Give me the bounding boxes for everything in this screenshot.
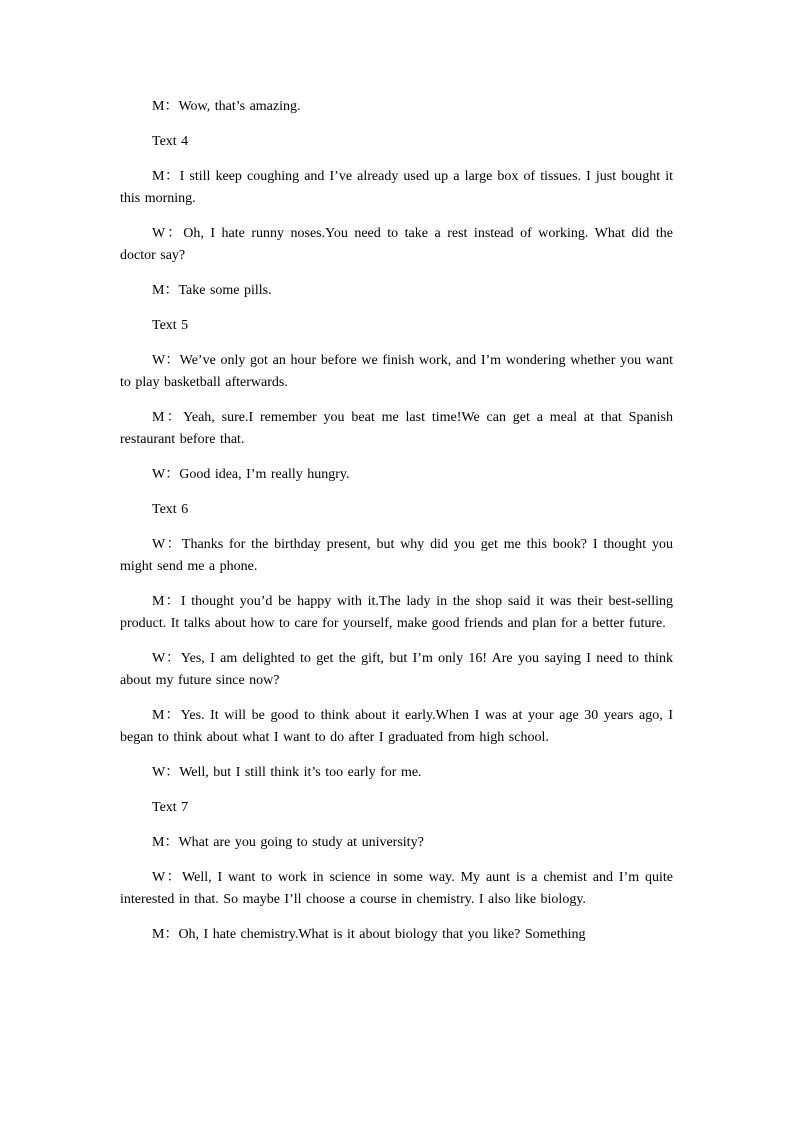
section-heading: Text 4 (152, 134, 189, 149)
dialogue-line: M：Yes. It will be good to think about it early.When I was at your age 30 years ago, I began to think about what I want to do after I graduated from high school. (120, 708, 673, 745)
section-heading: Text 5 (152, 318, 189, 333)
dialogue-line: W：Well, I want to work in science in some way. My aunt is a chemist and I’m quite interested in that. So maybe I’ll choose a course in chemistry. I also like biology. (120, 870, 673, 907)
dialogue-line: W：Yes, I am delighted to get the gift, but I’m only 16! Are you saying I need to think about my future since now? (120, 651, 673, 688)
dialogue-line: W：Oh, I hate runny noses.You need to take a rest instead of working. What did the doctor say? (120, 226, 673, 263)
dialogue-line: W：We’ve only got an hour before we finish work, and I’m wondering whether you want to play basketball afterwards. (120, 353, 673, 390)
dialogue-line: W：Thanks for the birthday present, but why did you get me this book? I thought you might send me a phone. (120, 537, 673, 574)
dialogue-line: M：I thought you’d be happy with it.The lady in the shop said it was their best-selling product. It talks about how to care for yourself, make good friends and plan for a better future. (120, 594, 673, 631)
dialogue-line: M：I still keep coughing and I’ve already used up a large box of tissues. I just bought it this morning. (120, 169, 673, 206)
document-page (120, 96, 673, 959)
section-heading: Text 6 (152, 502, 189, 517)
dialogue-line: M：Oh, I hate chemistry.What is it about biology that you like? Something (152, 927, 586, 942)
dialogue-line: M：Take some pills. (152, 283, 272, 298)
dialogue-line: M：What are you going to study at university? (152, 835, 424, 850)
dialogue-line: W：Good idea, I’m really hungry. (152, 467, 350, 482)
dialogue-line: M：Yeah, sure.I remember you beat me last time!We can get a meal at that Spanish restaurant before that. (120, 410, 673, 447)
dialogue-line: W：Well, but I still think it’s too early for me. (152, 765, 422, 780)
section-heading: Text 7 (152, 800, 189, 815)
dialogue-line: M：Wow, that’s amazing. (152, 99, 301, 114)
